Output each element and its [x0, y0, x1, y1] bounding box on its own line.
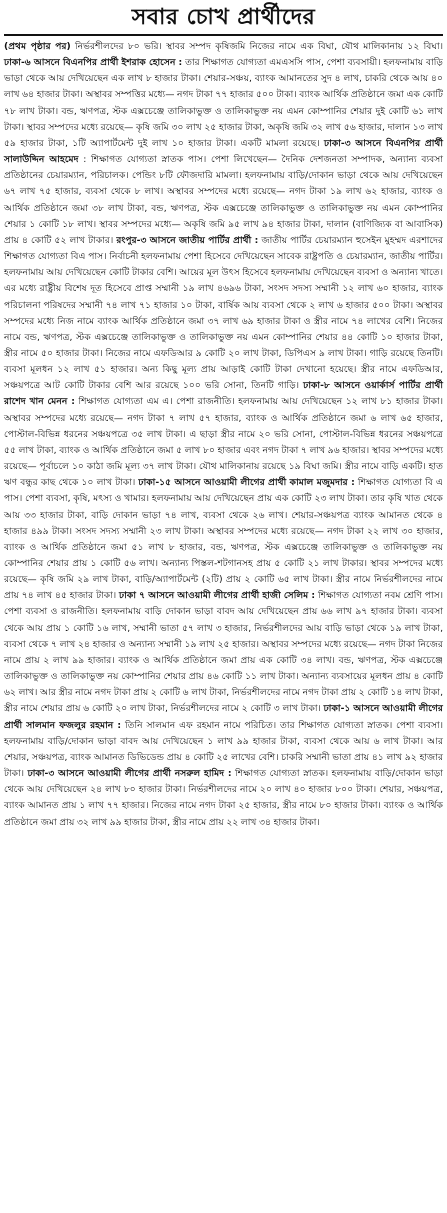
candidate-heading: ঢাকা-৮ আসনে ওয়ার্কার্স পার্টির প্রার্থী রাশেদ খান মেনন :: [4, 380, 443, 408]
newspaper-page: [0, 4, 447, 1213]
headline: সবার চোখ প্রার্থীদের: [131, 5, 316, 30]
article-text: শিক্ষাগত যোগ্যতা নবম শ্রেণি পাস। পেশা ব্যবসা ও রাজনীতি। হলফনামায় বাড়ি দোকান ভাড়া বাবদ আয় দেখিয়েছেন প্রায় ৬৬ লাখ ৯৭ হাজার টাকা। ব্যবসা থেকে আয় প্রায় ১ কোটি ১৬ লাখ, সম্মানী ভাতা ৫৭ লাখ ৩ হাজার, নির্ভরশীলদের আয় বাড়ি ভাড়া থেকে ১৯ লাখ টাকা, ব্যবসা থেকে ৭ লাখ ২৪ হাজার ও অন্যান্য সম্মানী ১৯ লাখ ২৫ হাজার। অস্থাবর সম্পদের মধ্যে রয়েছে— নগদ টাকা নিজের নামে প্রায় ২ লাখ ৯৯ হাজার। ব্যাংক ও আর্থিক প্রতিষ্ঠানে জমা প্রায় এক কোটি ৩৪ লাখ। বন্ড, ঋণপত্র, স্টক এক্সচেঞ্জে তালিকাভুক্ত ও তালিকাভুক্ত নয় কোম্পানির শেয়ার প্রায় ৪৬ কোটি ১১ লাখ টাকা। অন্যান্য ব্যবসায়ের মূলধন প্রায় ৪ কোটি ৬২ লাখ। আর স্ত্রীর নামে নগদ টাকা প্রায় ২ কোটি ৬ লাখ টাকা, নির্ভরশীলদের নামে নগদ টাকা প্রায় ২ কোটি ১৪ লাখ টাকা, স্ত্রীর নামে শেয়ার প্রায় ৬ কোটি ২০ লাখ টাকা, নির্ভরশীলদের নামে ২ কোটি ৩ লাখ টাকা।: [4, 590, 444, 715]
article-text: জাতীয় পার্টির চেয়ারম্যান হুসেইন মুহম্মদ এরশাদের শিক্ষাগত যোগ্যতা বিএ পাস। নির্বাচনী হলফনামায় পেশা হিসেবে দেখিয়েছেন সাবেক রাষ্ট্রপতি ও চেয়ারম্যান, জাতীয় পার্টির। হলফনামায় আয় দেখিয়েছেন কোটি টাকার বেশি। আয়ের মূল উৎস হিসেবে হলফনামায় দেখিয়েছেন ব্যবসা ও অন্যান্য খাতে। এর মধ্যে রাষ্ট্রীয় বিশেষ দূত হিসেবে প্রাপ্ত সম্মানী ১৯ লাখ ৪৬৯৬ টাকা, সংসদ সদস্য সম্মানী ১২ লাখ ৬০ হাজার, ব্যাংক পরিচালনা পরিষদের সম্মানী ৭৪ লাখ ৭১ হাজার ১০ টাকা, বার্ষিক আয় ব্যবসা থেকে ২ লাখ ৬ হাজার ৫০০ টাকা। অস্থাবর সম্পদের মধ্যে নিজ নামে ব্যাংক আর্থিক প্রতিষ্ঠানে জমা ৩৭ লাখ ৬৯ হাজার টাকা ও স্ত্রীর নামে ৭৪ লাখের বেশি। নিজের নামে বন্ড, ঋণপত্র, স্টক এক্সচেঞ্জে তালিকাভুক্ত ও তালিকাভুক্ত নয় এমন কোম্পানির শেয়ার ৪৪ কোটি ১০ হাজার টাকা, স্ত্রীর নামে ৫০ হাজার টাকা। নিজের নামে এফডিআর ৯ কোটি ২০ লাখ টাকা, ডিপিএস ৯ লাখ টাকা। গাড়ি রয়েছে তিনটি। ব্যবসা মূলধন ১২ লাখ ৫১ হাজার। অন্য কিছু মূল্য প্রায় আড়াই কোটি টাকা দেখানো হয়েছে। স্ত্রীর নামে এফডিআর, সঞ্চয়পত্রে আট কোটি টাকার বেশি আর রয়েছে ১০০ ভরি সোনা, তিনটি গাড়ি।: [4, 234, 443, 392]
article-paragraph: [4, 39, 443, 831]
candidate-heading: ঢাকা-৩ আসনে আওয়ামী লীগের প্রার্থী নসরুল হামিদ :: [27, 768, 232, 780]
article-text: নির্ভরশীলদের ৮০ ভরি। স্থাবর সম্পদ কৃষিজমি নিজের নামে এক বিঘা, যৌথ মালিকানায় ১২ বিঘা।: [70, 41, 444, 52]
candidate-heading: ঢাকা-১৫ আসনে আওয়ামী লীগের প্রার্থী কামাল মজুমদার :: [138, 477, 355, 489]
headline-rule: [4, 34, 443, 36]
candidate-heading: ঢাকা-১ আসনে আওয়ামী লীগের প্রার্থী সালমান ফজলুর রহমান :: [4, 703, 443, 731]
candidate-heading: ঢাকা-৩ আসনে বিএনপির প্রার্থী সালাউদ্দিন আহমেদ: [4, 137, 443, 166]
continuation-kicker: ( প্রথম পৃষ্ঠার পর ): [4, 41, 71, 52]
article-text: শিক্ষাগত যোগ্যতা বি এ পাস। পেশা ব্যবসা, কৃষি, মৎস্য ও খামার। হলফনামায় আয় দেখিয়েছেন প্রায় এক কোটি ২৩ লাখ টাকা। তার কৃষি খাত থেকে আয় ৩৩ হাজার টাকা, বাড়ি দোকান ভাড়া ৭৪ লাখ, ব্যবসা থেকে ২৬ লাখ। শেয়ার-সঞ্চয়পত্র ব্যাংক আমানত থেকে ৪ হাজার ৪৯৯ টাকা। সংসদ সদস্য সম্মানী ২৩ লাখ টাকা। অস্থাবর সম্পদের মধ্যে রয়েছে— নগদ টাকা ২২ লাখ ৩০ হাজার, ব্যাংক ও আর্থিক প্রতিষ্ঠানে জমা ৫১ লাখ ৮ হাজার, বন্ড, ঋণপত্র, স্টক এক্সচেঞ্জে তালিকাভুক্ত ও তালিকাভুক্ত নয় কোম্পানির শেয়ার প্রায় ১ কোটি ৫৬ লাখ। অন্যান্য পিস্তল-শটগানসহ প্রায় ৫ কোটি ২১ লাখ টাকার। স্থাবর সম্পদের মধ্যে রয়েছে— কৃষি জমি ২৯ লাখ টাকা, বাড়ি/অ্যাপার্টমেন্ট (২টি) প্রায় ২ কোটি ৬৫ লাখ টাকা। স্ত্রীর নামে নির্ভরশীলদের নামে প্রায় ৭৪ লাখ ৪৫ হাজার টাকা।: [4, 477, 443, 602]
article-text: শিক্ষাগত যোগ্যতা এম এ। পেশা রাজনীতি। হলফনামায় আয় দেখিয়েছেন ১২ লাখ ৮১ হাজার টাকা। অস্থাবর সম্পদের মধ্যে রয়েছে— নগদ টাকা ৭ লাখ ৫৭ হাজার, ব্যাংক ও আর্থিক প্রতিষ্ঠানে জমা ৬ লাখ ৬৫ হাজার, পোস্টাল-বিভিন্ন ধরনের সঞ্চয়পত্রে ৩৫ লাখ টাকা। এ ছাড়া স্ত্রীর নামে ২০ ভরি সোনা, পোস্টাল-বিভিন্ন ধরনের সঞ্চয়পত্রে ৫৫ লাখ টাকা, ব্যাংক ও আর্থিক প্রতিষ্ঠানে জমা ৫ লাখ ৮০ হাজার এবং নগদ টাকা ৭ লাখ ৯৬ হাজার। স্থাবর সম্পদের মধ্যে রয়েছে— পূর্বাচলে ১০ কাঠা জমি মূল্য ৩৭ লাখ টাকা। যৌথ মালিকানায় রয়েছে ১৯ বিঘা জমি। স্ত্রীর নামে বাড়ি একটি। হাত ঋণ বন্ধুর কাছ থেকে ১০ লাখ টাকা।: [4, 396, 444, 489]
article-body: [4, 39, 443, 831]
candidate-heading: রংপুর-৩ আসনে জাতীয় পার্টির প্রার্থী :: [116, 234, 259, 246]
article-text: তার শিক্ষাগত যোগ্যতা এমএসসি পাস, পেশা ব্যবসায়ী। হলফনামায় বাড়ি ভাড়া থেকে আয় দেখিয়েছেন এক লাখ ৮ হাজার টাকা। শেয়ার-সঞ্চয়, ব্যাংক আমানতের সুদ ৪ লাখ, চাকরি থেকে আয় ৪০ লাখ ৬৪ হাজার টাকা। অস্থাবর সম্পত্তির মধ্যে— নগদ টাকা ৭৭ হাজার ৫০০ টাকা। ব্যাংক আর্থিক প্রতিষ্ঠানে জমা এক কোটি ৭৮ লাখ টাকা। বন্ড, ঋণপত্র, স্টক এক্সচেঞ্জে তালিকাভুক্ত ও তালিকাভুক্ত নয় এমন কোম্পানির শেয়ার দুই কোটি ৬১ লাখ টাকা। স্থাবর সম্পদের মধ্যে রয়েছে— কৃষি জমি ৩০ লাখ ২৫ হাজার টাকা, অকৃষি জমি ৩২ লাখ ৫৬ হাজার, দালান ১৩ লাখ ৫৯ হাজার টাকা, ১টি অ্যাপার্টমেন্ট দুই লাখ ১০ হাজার টাকা। একটি মামলা রয়েছে।: [4, 57, 443, 149]
article-text: তিনি সালমান এফ রহমান নামে পরিচিত। তার শিক্ষাগত যোগ্যতা স্নাতক। পেশা ব্যবসা। হলফনামায় বাড়ি/দোকান ভাড়া বাবদ আয় দেখিয়েছেন ১ লাখ ৯৯ হাজার টাকা, ব্যবসা থেকে আয় ৬ লাখ টাকা। আর শেয়ার, সঞ্চয়পত্র, ব্যাংক আমানত ডিভিডেন্ড প্রায় ৪ কোটি ২৫ লাখের বেশি। চাকরি সম্মানী ভাতা প্রায় ৪১ লাখ ৯২ হাজার টাকা।: [4, 719, 443, 780]
article-text: : শিক্ষাগত যোগ্যতা স্নাতক পাস। পেশা লিখেছেন— দৈনিক দেশজনতা সম্পাদক, অন্যান্য ব্যবসা প্রতিষ্ঠানের চেয়ারম্যান, পরিচালক। পেন্ডিং ৮টি ফৌজদারি মামলা। হলফনামায় বাড়ি/দোকান ভাড়া থেকে আয় দেখিয়েছেন ৬৭ লাখ ৭৫ হাজার, ব্যবসা থেকে ৮ লাখ। অস্থাবর সম্পদের মধ্যে রয়েছে— নগদ টাকা ১৯ লাখ ৬২ হাজার, ব্যাংক ও আর্থিক প্রতিষ্ঠানে জমা ৩৮ লাখ টাকা, বন্ড, ঋণপত্র, স্টক এক্সচেঞ্জে তালিকাভুক্ত ও তালিকাভুক্ত নয় এমন কোম্পানির শেয়ার ১ কোটি ১৮ লাখ। স্থাবর সম্পদের মধ্যে— অকৃষি জমি ৯৫ লাখ ৯৪ হাজার টাকা, দালান (বাণিজ্যিক বা আবাসিক) প্রায় ৪ কোটি ৫২ লাখ টাকার।: [4, 154, 443, 246]
candidate-heading: ঢাকা-৬ আসনে বিএনপির প্রার্থী ইশরাক হোসেন :: [4, 57, 183, 69]
article-text: শিক্ষাগত যোগ্যতা স্নাতক। হলফনামায় বাড়ি/দোকান ভাড়া থেকে আয় দেখিয়েছেন ২৪ লাখ ৮০ হাজার টাকা। নির্ভরশীলদের নামে ২০ লাখ ৪০ হাজার ৮০০ টাকা। শেয়ার, সঞ্চয়পত্র, ব্যাংক আমানত প্রায় ১ লাখ ৭৭ হাজার। নিজের নামে নগদ টাকা ২৫ হাজার, স্ত্রীর নামে ৮০ হাজার টাকা। ব্যাংক ও আর্থিক প্রতিষ্ঠানে জমা প্রায় ৩২ লাখ ৯৯ হাজার টাকা, স্ত্রীর নামে প্রায় ২২ লাখ ৩৪ হাজার টাকা।: [4, 768, 443, 828]
candidate-heading: ঢাকা ৭ আসনে আওয়ামী লীগের প্রার্থী হাজী সেলিম :: [119, 590, 316, 602]
